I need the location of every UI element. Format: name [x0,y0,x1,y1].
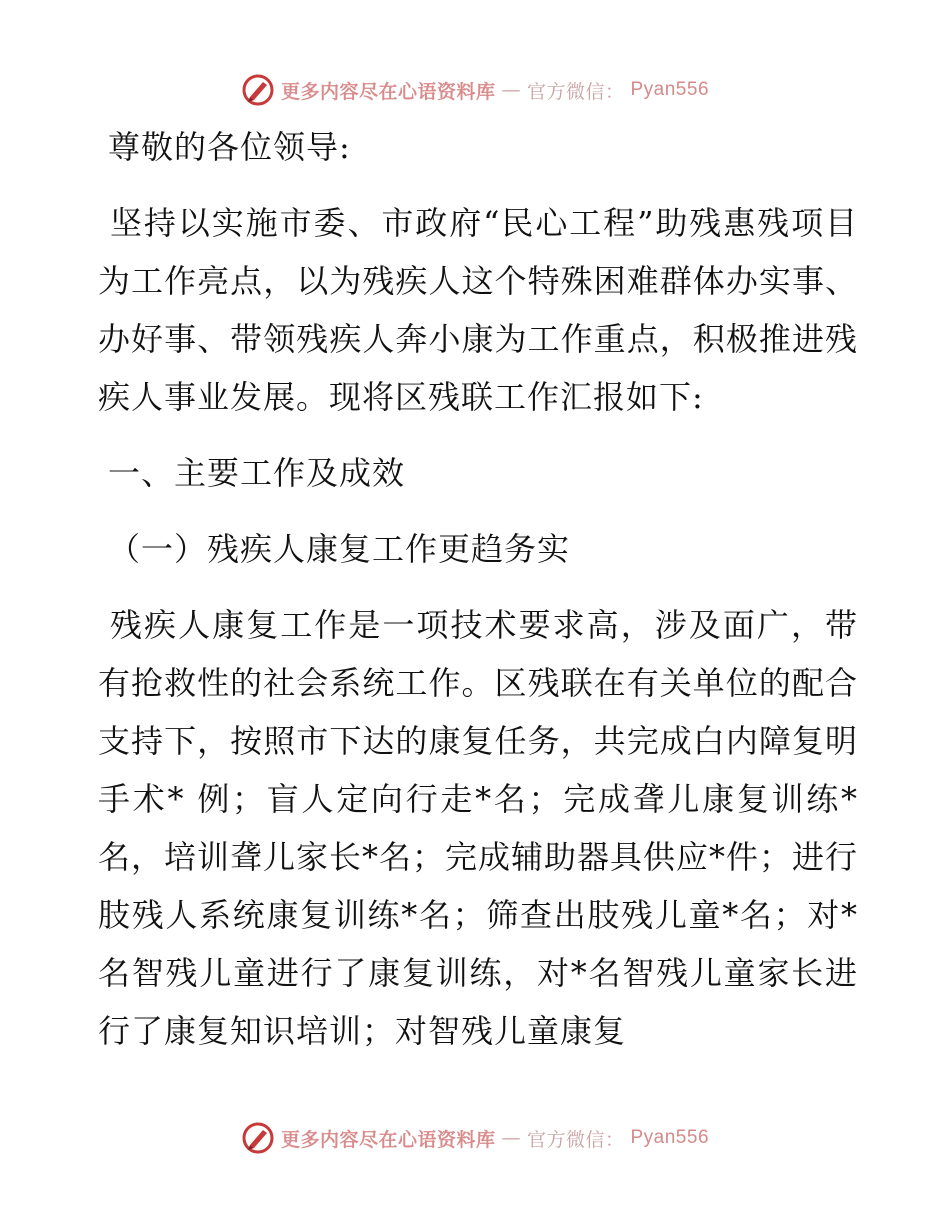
watermark-sub-text: 官方微信： [526,1128,625,1151]
watermark-main-text: 更多内容尽在心语资料库 [280,80,496,103]
pen-logo-icon [241,73,275,107]
section-heading: 一、主要工作及成效 [108,454,406,492]
watermark-separator: — [501,1127,521,1149]
watermark-wechat-id: Pyan556 [630,1127,710,1148]
watermark-separator: — [501,79,521,101]
watermark-main-text: 更多内容尽在心语资料库 [280,1128,496,1151]
header-watermark [0,72,950,108]
body-paragraph: 残疾人康复工作是一项技术要求高，涉及面广，带有抢救性的社会系统工作。区残联在有关单位的配合支持下，按照市下达的康复任务，共完成白内障复明手术* 例；盲人定向行走*名；完成聋儿康复训练*名，培训聋儿家长*名；完成辅助器具供应*件；进行肢残人系统康复训练*名；筛查出肢残儿童*名；对*名智残儿童进行了康复训练，对*名智残儿童家长进行了康复知识培训；对智残儿童康复 [98,606,859,1050]
footer-watermark [0,1120,950,1156]
watermark-wechat-id: Pyan556 [630,79,710,100]
intro-paragraph: 坚持以实施市委、市政府“民心工程”助残惠残项目为工作亮点，以为残疾人这个特殊困难群体办实事、办好事、带领残疾人奔小康为工作重点，积极推进残疾人事业发展。现将区残联工作汇报如下: [98,204,858,416]
watermark-banner [241,73,709,107]
pen-logo-icon [241,1121,275,1155]
watermark-sub-text: 官方微信： [526,80,625,103]
watermark-banner [241,1121,709,1155]
document-body [98,118,858,1078]
salutation: 尊敬的各位领导: [108,128,351,166]
subsection-heading: （一）残疾人康复工作更趋务实 [108,530,571,568]
